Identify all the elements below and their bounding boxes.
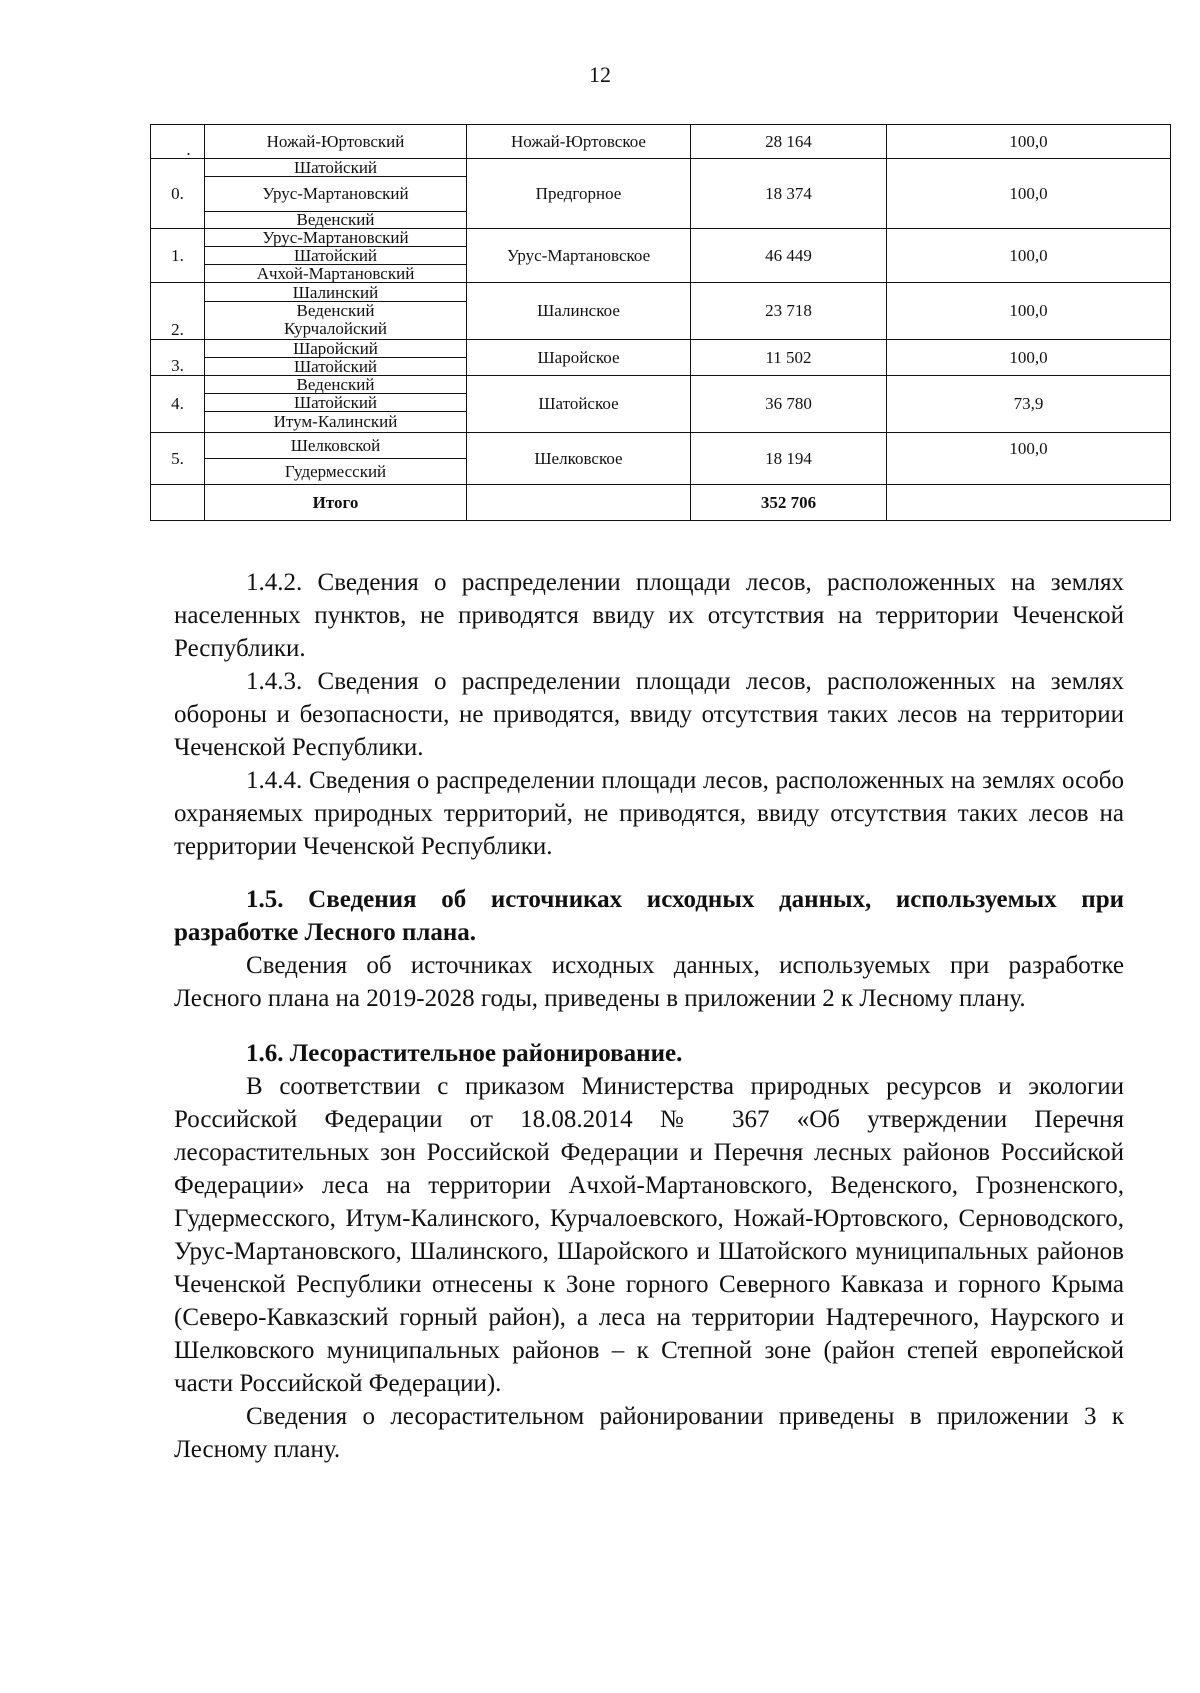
district-name: Шалинский [292, 282, 379, 302]
district-cell [205, 376, 467, 433]
table-row [151, 159, 1171, 229]
forest-area-table [150, 124, 1171, 521]
paragraph-1-4-4: 1.4.4. Сведения о распределении площади лесов, расположенных на землях особо охраняемых природных территорий, не приводятся, ввиду отсутствия таких лесов на территории Чеченской Республики. [174, 767, 1124, 860]
total-label: Итого [205, 485, 467, 521]
forestry-cell: Ножай-Юртовское [467, 125, 691, 159]
empty-cell [887, 485, 1171, 521]
percent-cell: 100,0 [887, 283, 1171, 340]
area-cell: 11 502 [691, 340, 887, 376]
section-heading-1-5: 1.5. Сведения об источниках исходных данных, используемых при разработке Лесного плана. [174, 886, 1124, 946]
area-cell: 18 374 [691, 159, 887, 229]
district-name: Курчалойский [284, 318, 387, 338]
district-cell [205, 433, 467, 485]
district-name: Итум-Калинский [205, 411, 466, 432]
row-number: 0. [151, 159, 205, 229]
row-number: . [151, 125, 205, 159]
table-row [151, 283, 1171, 340]
district-name: Урус-Мартановский [205, 176, 466, 211]
district-name: Шаройский [293, 339, 378, 358]
district-cell [205, 159, 467, 229]
row-number: 4. [151, 376, 205, 433]
paragraph-1-6-b: Сведения о лесорастительном районировании приведены в приложении 3 к Лесному плану. [174, 1403, 1124, 1463]
section-heading-1-6: 1.6. Лесорастительное районирование. [246, 1040, 683, 1067]
district-name: Веденский [205, 211, 466, 228]
forestry-cell: Шелковское [467, 433, 691, 485]
percent-cell: 100,0 [887, 340, 1171, 376]
row-number: 2. [151, 283, 205, 340]
area-cell: 18 194 [691, 433, 887, 485]
row-number: 5. [151, 433, 205, 485]
forestry-cell: Шалинское [467, 283, 691, 340]
district-name: Шатойский [205, 357, 466, 375]
district-cell [205, 125, 467, 159]
table-row [151, 340, 1171, 376]
percent-cell: 100,0 [887, 433, 1171, 485]
empty-cell [467, 485, 691, 521]
district-name: Шатойский [205, 393, 466, 411]
percent-cell: 100,0 [887, 159, 1171, 229]
total-area: 352 706 [691, 485, 887, 521]
district-name: Веденский [296, 375, 375, 394]
forestry-cell: Шаройское [467, 340, 691, 376]
forestry-cell: Шатойское [467, 376, 691, 433]
total-row [151, 485, 1171, 521]
district-cell [205, 229, 467, 283]
district-name: Веденский [205, 301, 466, 319]
paragraph-1-4-2: 1.4.2. Сведения о распределении площади лесов, расположенных на землях населенных пунктов, не приводятся ввиду их отсутствия на территории Чеченской Республики. [174, 569, 1124, 662]
district-name: Шатойский [205, 246, 466, 264]
district-name: Гудермесский [205, 458, 466, 484]
district-name: Ачхой-Мартановский [205, 264, 466, 282]
table-row [151, 125, 1171, 159]
area-cell: 23 718 [691, 283, 887, 340]
forestry-cell: Урус-Мартановское [467, 229, 691, 283]
area-cell: 46 449 [691, 229, 887, 283]
page-number: 12 [589, 62, 611, 87]
paragraph-1-6-a: В соответствии с приказом Министерства природных ресурсов и экологии Российской Федерации от 18.08.2014 № 367 «Об утверждении Перечня лесорастительных зон Российской Федерации и Перечня лесных районов Российской Федерации» леса на территории Ачхой-Мартановского, Веденского, Грозненского, Гудермесского, Итум-Калинского, Курчалоевского, Ножай-Юртовского, Серноводского, Урус-Мартановского, Шалинского, Шаройского и Шатойского муниципальных районов Чеченской Республики отнесены к Зоне горного Северного Кавказа и горного Крыма (Северо-Кавказский горный район), а леса на территории Надтеречного, Наурского и Шелковского муниципальных районов – к Степной зоне (район степей европейской части Российской Федерации). [174, 1073, 1124, 1397]
paragraph-1-4-3: 1.4.3. Сведения о распределении площади лесов, расположенных на землях обороны и безопасности, не приводятся, ввиду отсутствия таких лесов на территории Чеченской Республики. [174, 668, 1124, 761]
district-name: Урус-Мартановский [262, 228, 409, 247]
percent-cell: 100,0 [887, 125, 1171, 159]
table-row [151, 229, 1171, 283]
document-body [174, 566, 1124, 1466]
district-name: Шелковской [290, 436, 381, 455]
district-cell [205, 283, 467, 340]
area-cell: 36 780 [691, 376, 887, 433]
forestry-cell: Предгорное [467, 159, 691, 229]
percent-cell: 73,9 [887, 376, 1171, 433]
percent-cell: 100,0 [887, 229, 1171, 283]
row-number: 1. [151, 229, 205, 283]
paragraph-1-5: Сведения об источниках исходных данных, используемых при разработке Лесного плана на 2019-2028 годы, приведены в приложении 2 к Лесному плану. [174, 952, 1124, 1012]
district-name: Ножай-Юртовский [266, 132, 405, 151]
row-number: 3. [151, 340, 205, 376]
district-cell [205, 340, 467, 376]
table-row [151, 376, 1171, 433]
empty-cell [151, 485, 205, 521]
district-name: Шатойский [293, 157, 378, 177]
table-row [151, 433, 1171, 485]
area-cell: 28 164 [691, 125, 887, 159]
